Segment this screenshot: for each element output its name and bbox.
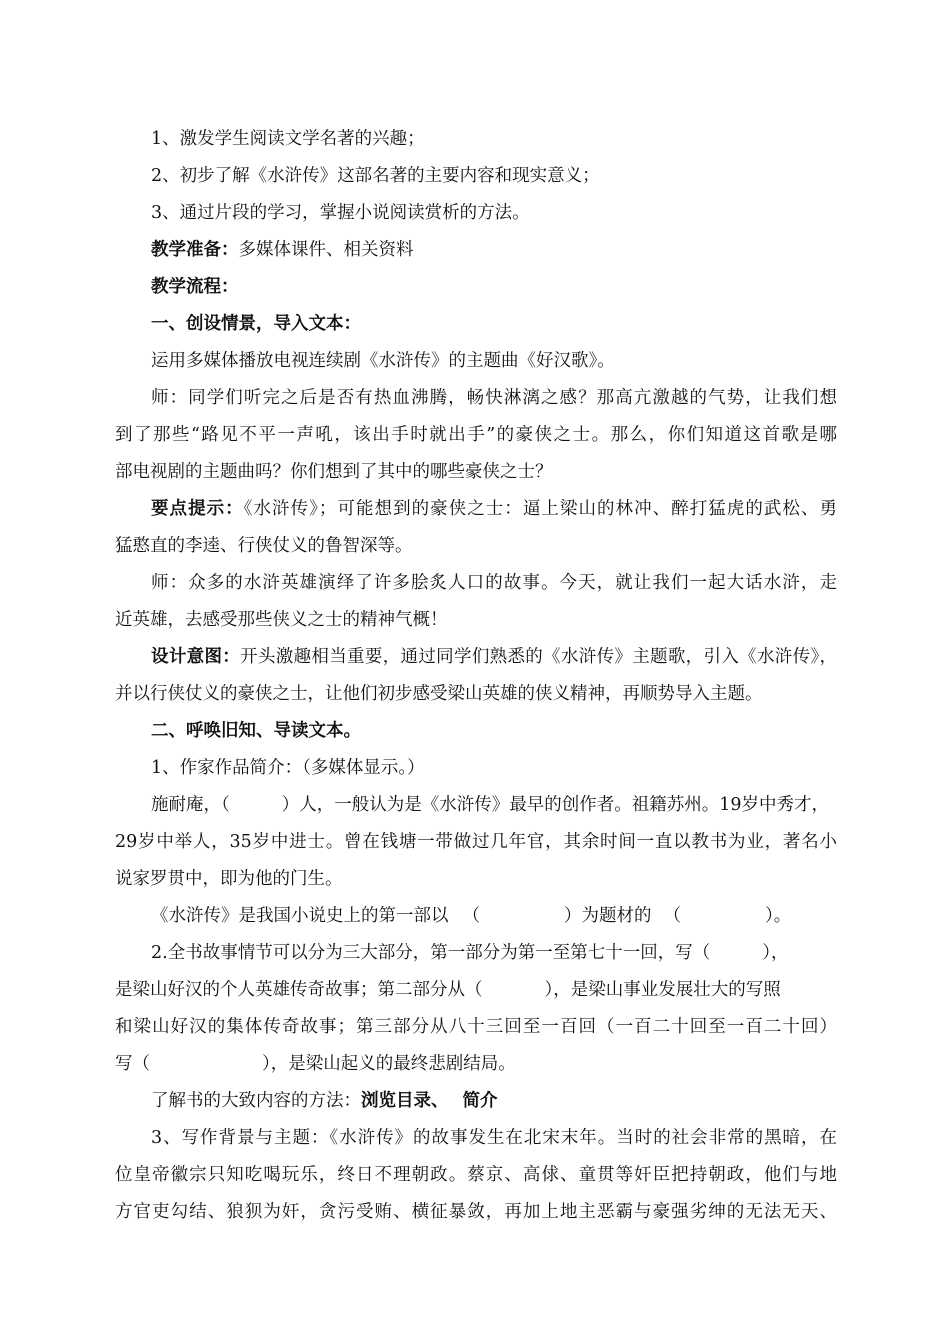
reading-method: 了解书的大致内容的方法：浏览目录、 简介	[151, 1091, 498, 1111]
key-hint-line-2: 猛憨直的李逵、行侠仗义的鲁智深等。	[115, 536, 413, 556]
prep-text: 多媒体课件、相关资料	[238, 240, 414, 260]
objective-1: 1、激发学生阅读文学名著的兴趣；	[151, 129, 425, 149]
teacher-speech-1-line-1: 师：同学们听完之后是否有热血沸腾，畅快淋漓之感？那高亢激越的气势，让我们想	[151, 388, 837, 408]
section2-heading: 二、呼唤旧知、导读文本。	[151, 721, 361, 741]
background-line-1: 3、写作背景与主题：《水浒传》的故事发生在北宋末年。当时的社会非常的黑暗，在	[151, 1128, 837, 1148]
plot-line-2: 是梁山好汉的个人英雄传奇故事；第二部分从（ ），是梁山事业发展壮大的写照	[115, 980, 781, 1000]
document-body	[115, 121, 837, 1231]
background-line-2: 位皇帝徽宗只知吃喝玩乐，终日不理朝政。蔡京、高俅、童贯等奸臣把持朝政，他们与地	[115, 1165, 837, 1185]
author-line-3: 说家罗贯中，即为他的门生。	[115, 869, 343, 889]
plot-line-4: 写（ ），是梁山起义的最终悲剧结局。	[115, 1054, 516, 1074]
teaching-flow-heading: 教学流程：	[151, 277, 239, 297]
teaching-prep	[115, 232, 837, 269]
design-intent-line-1: 设计意图：开头激趣相当重要，通过同学们熟悉的《水浒传》主题歌，引入《水浒传》，	[151, 647, 837, 667]
section1-intro: 运用多媒体播放电视连续剧《水浒传》的主题曲《好汉歌》。	[151, 351, 615, 371]
novel-description: 《水浒传》是我国小说史上的第一部以 （ ）为题材的 （ ）。	[151, 906, 792, 926]
design-label: 设计意图：	[151, 647, 241, 667]
design-intent-line-2: 并以行侠仗义的豪侠之士，让他们初步感受梁山英雄的侠义精神，再顺势导入主题。	[115, 684, 763, 704]
teacher-speech-1-line-3: 部电视剧的主题曲吗？你们想到了其中的哪些豪侠之士？	[115, 462, 553, 482]
author-line-1: 施耐庵，（ ）人，一般认为是《水浒传》最早的创作者。祖籍苏州。19岁中秀才，	[151, 795, 830, 815]
plot-line-1: 2.全书故事情节可以分为三大部分，第一部分为第一至第七十一回，写（ ），	[151, 943, 789, 963]
objective-2: 2、初步了解《水浒传》这部名著的主要内容和现实意义；	[151, 166, 600, 186]
key-hint-line-1: 要点提示：《水浒传》；可能想到的豪侠之士：逼上梁山的林冲、醉打猛虎的武松、勇	[151, 499, 837, 519]
prep-label: 教学准备：	[151, 240, 239, 260]
objective-3: 3、通过片段的学习，掌握小说阅读赏析的方法。	[151, 203, 530, 223]
section1-heading: 一、创设情景，导入文本：	[151, 314, 361, 334]
teacher-speech-1-line-2: 到了那些“路见不平一声吼，该出手时就出手”的豪侠之士。那么，你们知道这首歌是哪	[115, 425, 837, 445]
author-line-2: 29岁中举人，35岁中进士。曾在钱塘一带做过几年官，其余时间一直以教书为业，著名小	[115, 832, 837, 852]
hint-label: 要点提示：	[151, 499, 244, 519]
teacher-speech-2-line-2: 近英雄，去感受那些侠义之士的精神气概！	[115, 610, 448, 630]
background-line-3: 方官吏勾结、狼狈为奸，贪污受贿、横征暴敛，再加上地主恶霸与豪强劣绅的无法无天、	[115, 1202, 837, 1222]
plot-line-3: 和梁山好汉的集体传奇故事；第三部分从八十三回至一百回（一百二十回至一百二十回）	[115, 1017, 837, 1037]
author-intro-item: 1、作家作品简介：（多媒体显示。）	[151, 758, 425, 778]
teacher-speech-2-line-1: 师：众多的水浒英雄演绎了许多脍炙人口的故事。今天，就让我们一起大话水浒，走	[151, 573, 837, 593]
